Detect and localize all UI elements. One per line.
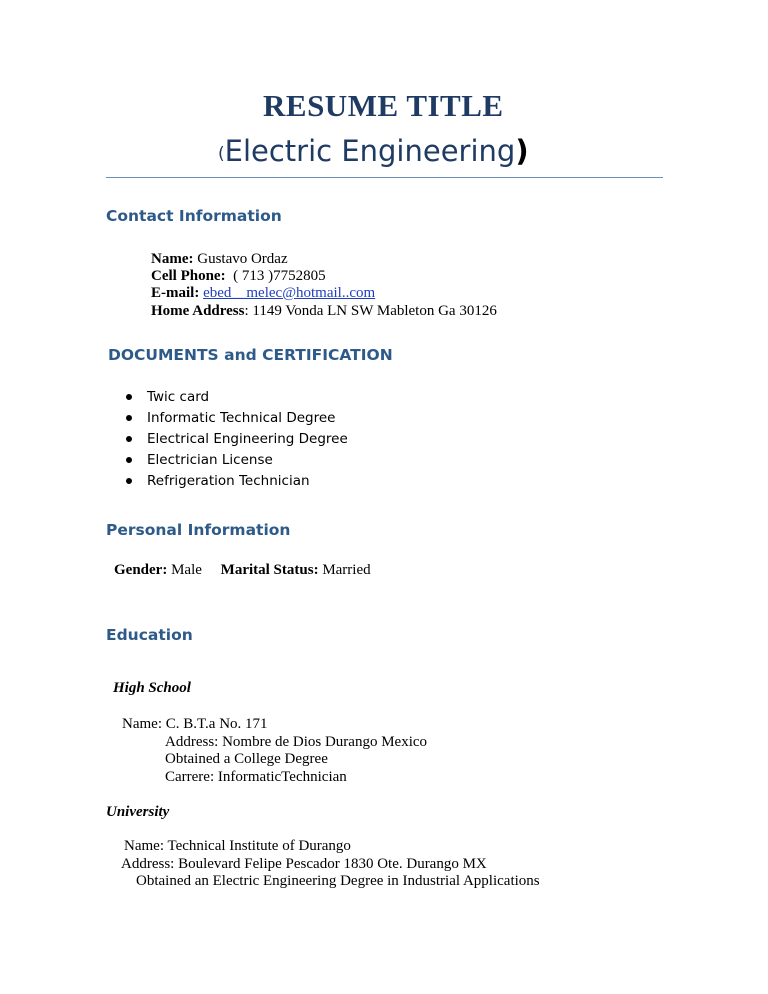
contact-email-line <box>151 285 375 302</box>
list-item: Twic card <box>123 387 348 408</box>
marital-label: Marital Status: <box>220 562 319 578</box>
contact-phone-line <box>151 268 326 285</box>
contact-address-line <box>151 303 497 320</box>
name-value: Gustavo Ordaz <box>197 251 288 267</box>
contact-heading: Contact Information <box>106 207 282 225</box>
high-school-address: Address: Nombre de Dios Durango Mexico <box>165 734 428 750</box>
name-label: Name: <box>151 251 194 267</box>
personal-line <box>114 562 371 579</box>
marital-value: Married <box>322 562 371 578</box>
phone-value: ( 713 )7752805 <box>233 268 326 284</box>
email-label: E-mail: <box>151 285 200 301</box>
phone-label: Cell Phone: <box>151 268 226 284</box>
address-label: Home Address <box>151 303 245 319</box>
education-heading: Education <box>106 626 193 644</box>
list-item: Electrician License <box>123 450 348 471</box>
university-name: Name: Technical Institute of Durango <box>124 838 351 854</box>
gender-value: Male <box>171 562 202 578</box>
high-school-obtained: Obtained a College Degree <box>165 751 328 767</box>
resume-subtitle <box>218 134 529 168</box>
documents-heading: DOCUMENTS and CERTIFICATION <box>108 346 393 364</box>
contact-name-line <box>151 251 288 268</box>
high-school-career: Carrere: InformaticTechnician <box>165 769 347 785</box>
subtitle-text: Electric Engineering <box>224 134 516 168</box>
address-value: : 1149 Vonda LN SW Mableton Ga 30126 <box>244 303 497 319</box>
list-item: Refrigeration Technician <box>123 471 348 492</box>
gender-label: Gender: <box>114 562 168 578</box>
title-divider <box>106 177 663 178</box>
high-school-name: Name: C. B.T.a No. 171 <box>122 716 268 732</box>
list-item: Electrical Engineering Degree <box>123 429 348 450</box>
personal-heading: Personal Information <box>106 521 291 539</box>
documents-list <box>123 387 348 492</box>
university-address: Address: Boulevard Felipe Pescador 1830 Ote. Durango MX <box>121 856 487 872</box>
subtitle-close-paren: ) <box>515 134 529 168</box>
resume-title: RESUME TITLE <box>263 88 504 123</box>
subtitle-open-paren: ( <box>218 144 225 164</box>
high-school-label: High School <box>113 680 191 696</box>
university-label: University <box>106 804 170 820</box>
list-item: Informatic Technical Degree <box>123 408 348 429</box>
email-link[interactable]: ebed__melec@hotmail..com <box>203 285 376 301</box>
university-obtained: Obtained an Electric Engineering Degree in Industrial Applications <box>136 873 540 889</box>
